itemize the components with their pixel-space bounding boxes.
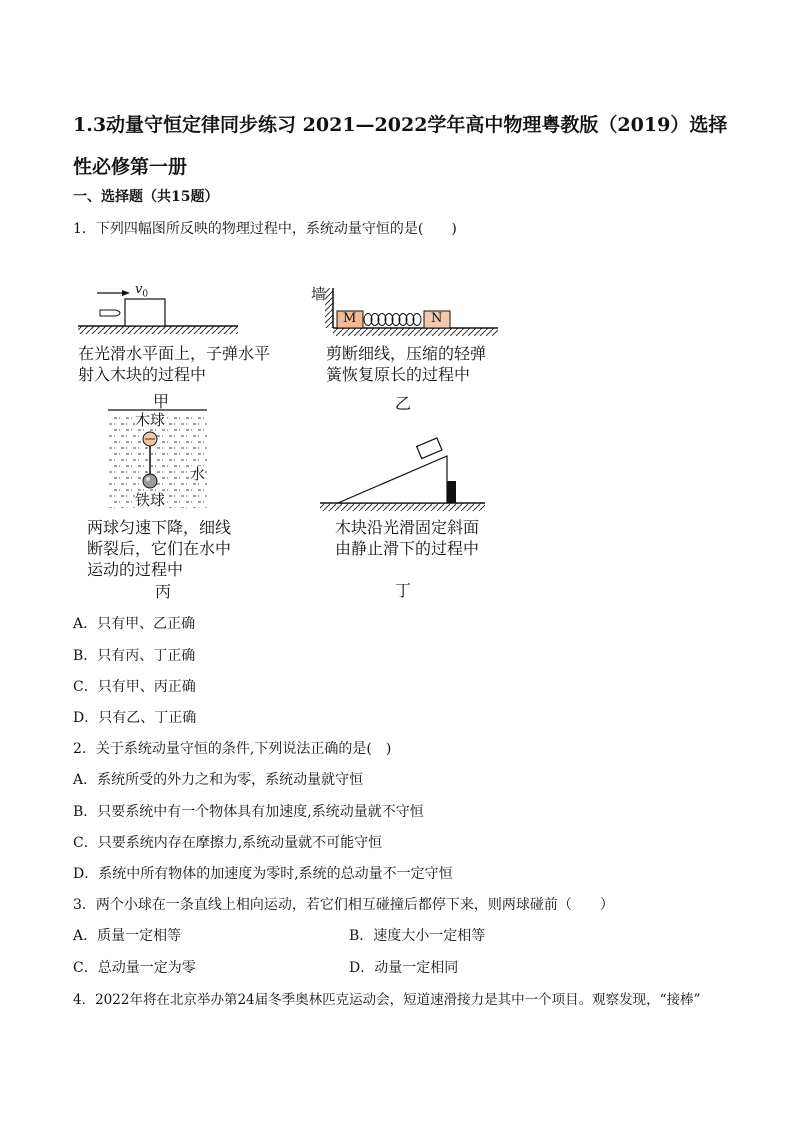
diagram-a-caption: 在光滑水平面上，子弹水平 射入木块的过程中 bbox=[78, 344, 271, 384]
question-2-stem: 2．关于系统动量守恒的条件,下列说法正确的是( ) bbox=[73, 741, 392, 757]
diagram-bullet-block bbox=[78, 290, 238, 334]
diagram-c-label: 丙 bbox=[155, 582, 172, 601]
question-3-option-c: C．总动量一定为零 bbox=[73, 960, 196, 976]
question-1-option-b: B．只有丙、丁正确 bbox=[73, 648, 196, 664]
question-3-option-d: D．动量一定相同 bbox=[349, 960, 459, 976]
water-label: 水 bbox=[190, 465, 206, 483]
block-n-label: N bbox=[431, 311, 443, 326]
wood-ball-label: 木球 bbox=[135, 411, 166, 429]
question-3-option-b: B．速度大小一定相等 bbox=[349, 928, 486, 944]
wall-label: 墙 bbox=[311, 285, 327, 303]
diagram-b-caption: 剪断细线，压缩的轻弹 簧恢复原长的过程中 bbox=[326, 344, 487, 384]
question-2-option-c: C．只要系统内存在摩擦力,系统动量就不可能守恒 bbox=[73, 835, 383, 851]
question-1-option-c: C．只有甲、丙正确 bbox=[73, 679, 196, 695]
velocity-label: $v_0$ bbox=[135, 282, 149, 300]
question-3-stem: 3．两个小球在一条直线上相向运动，若它们相互碰撞后都停下来，则两球碰前（ ） bbox=[73, 897, 614, 913]
document-title: 1.3动量守恒定律同步练习 2021—2022学年高中物理粤教版（2019）选择性必修第一册 bbox=[73, 114, 728, 178]
question-2-option-b: B．只要系统中有一个物体具有加速度,系统动量就不守恒 bbox=[73, 804, 424, 820]
question-2-option-a: A．系统所受的外力之和为零，系统动量就守恒 bbox=[73, 772, 364, 788]
section-heading: 一、选择题（共15题） bbox=[73, 189, 219, 205]
diagram-d-caption: 木块沿光滑固定斜面 由静止滑下的过程中 bbox=[335, 518, 480, 558]
question-4-stem: 4．2022年将在北京举办第24届冬季奥林匹克运动会，短道速滑接力是其中一个项目。观察发现，“接棒” bbox=[73, 992, 701, 1008]
diagram-a-label: 甲 bbox=[153, 392, 170, 411]
question-2-option-d: D．系统中所有物体的加速度为零时,系统的总动量不一定守恒 bbox=[73, 866, 453, 882]
block-m-label: M bbox=[343, 311, 357, 326]
diagram-d-label: 丁 bbox=[395, 581, 412, 600]
question-1-stem: 1．下列四幅图所反映的物理过程中，系统动量守恒的是( ) bbox=[73, 221, 457, 237]
diagram-b-label: 乙 bbox=[395, 394, 412, 413]
question-1-option-a: A．只有甲、乙正确 bbox=[73, 616, 196, 632]
iron-ball-label: 铁球 bbox=[135, 491, 166, 509]
diagram-incline-block bbox=[320, 438, 485, 511]
question-3-option-a: A．质量一定相等 bbox=[73, 928, 182, 944]
diagram-c-caption: 两球匀速下降，细线 断裂后，它们在水中 运动的过程中 bbox=[87, 518, 232, 579]
question-1-option-d: D．只有乙、丁正确 bbox=[73, 710, 197, 726]
